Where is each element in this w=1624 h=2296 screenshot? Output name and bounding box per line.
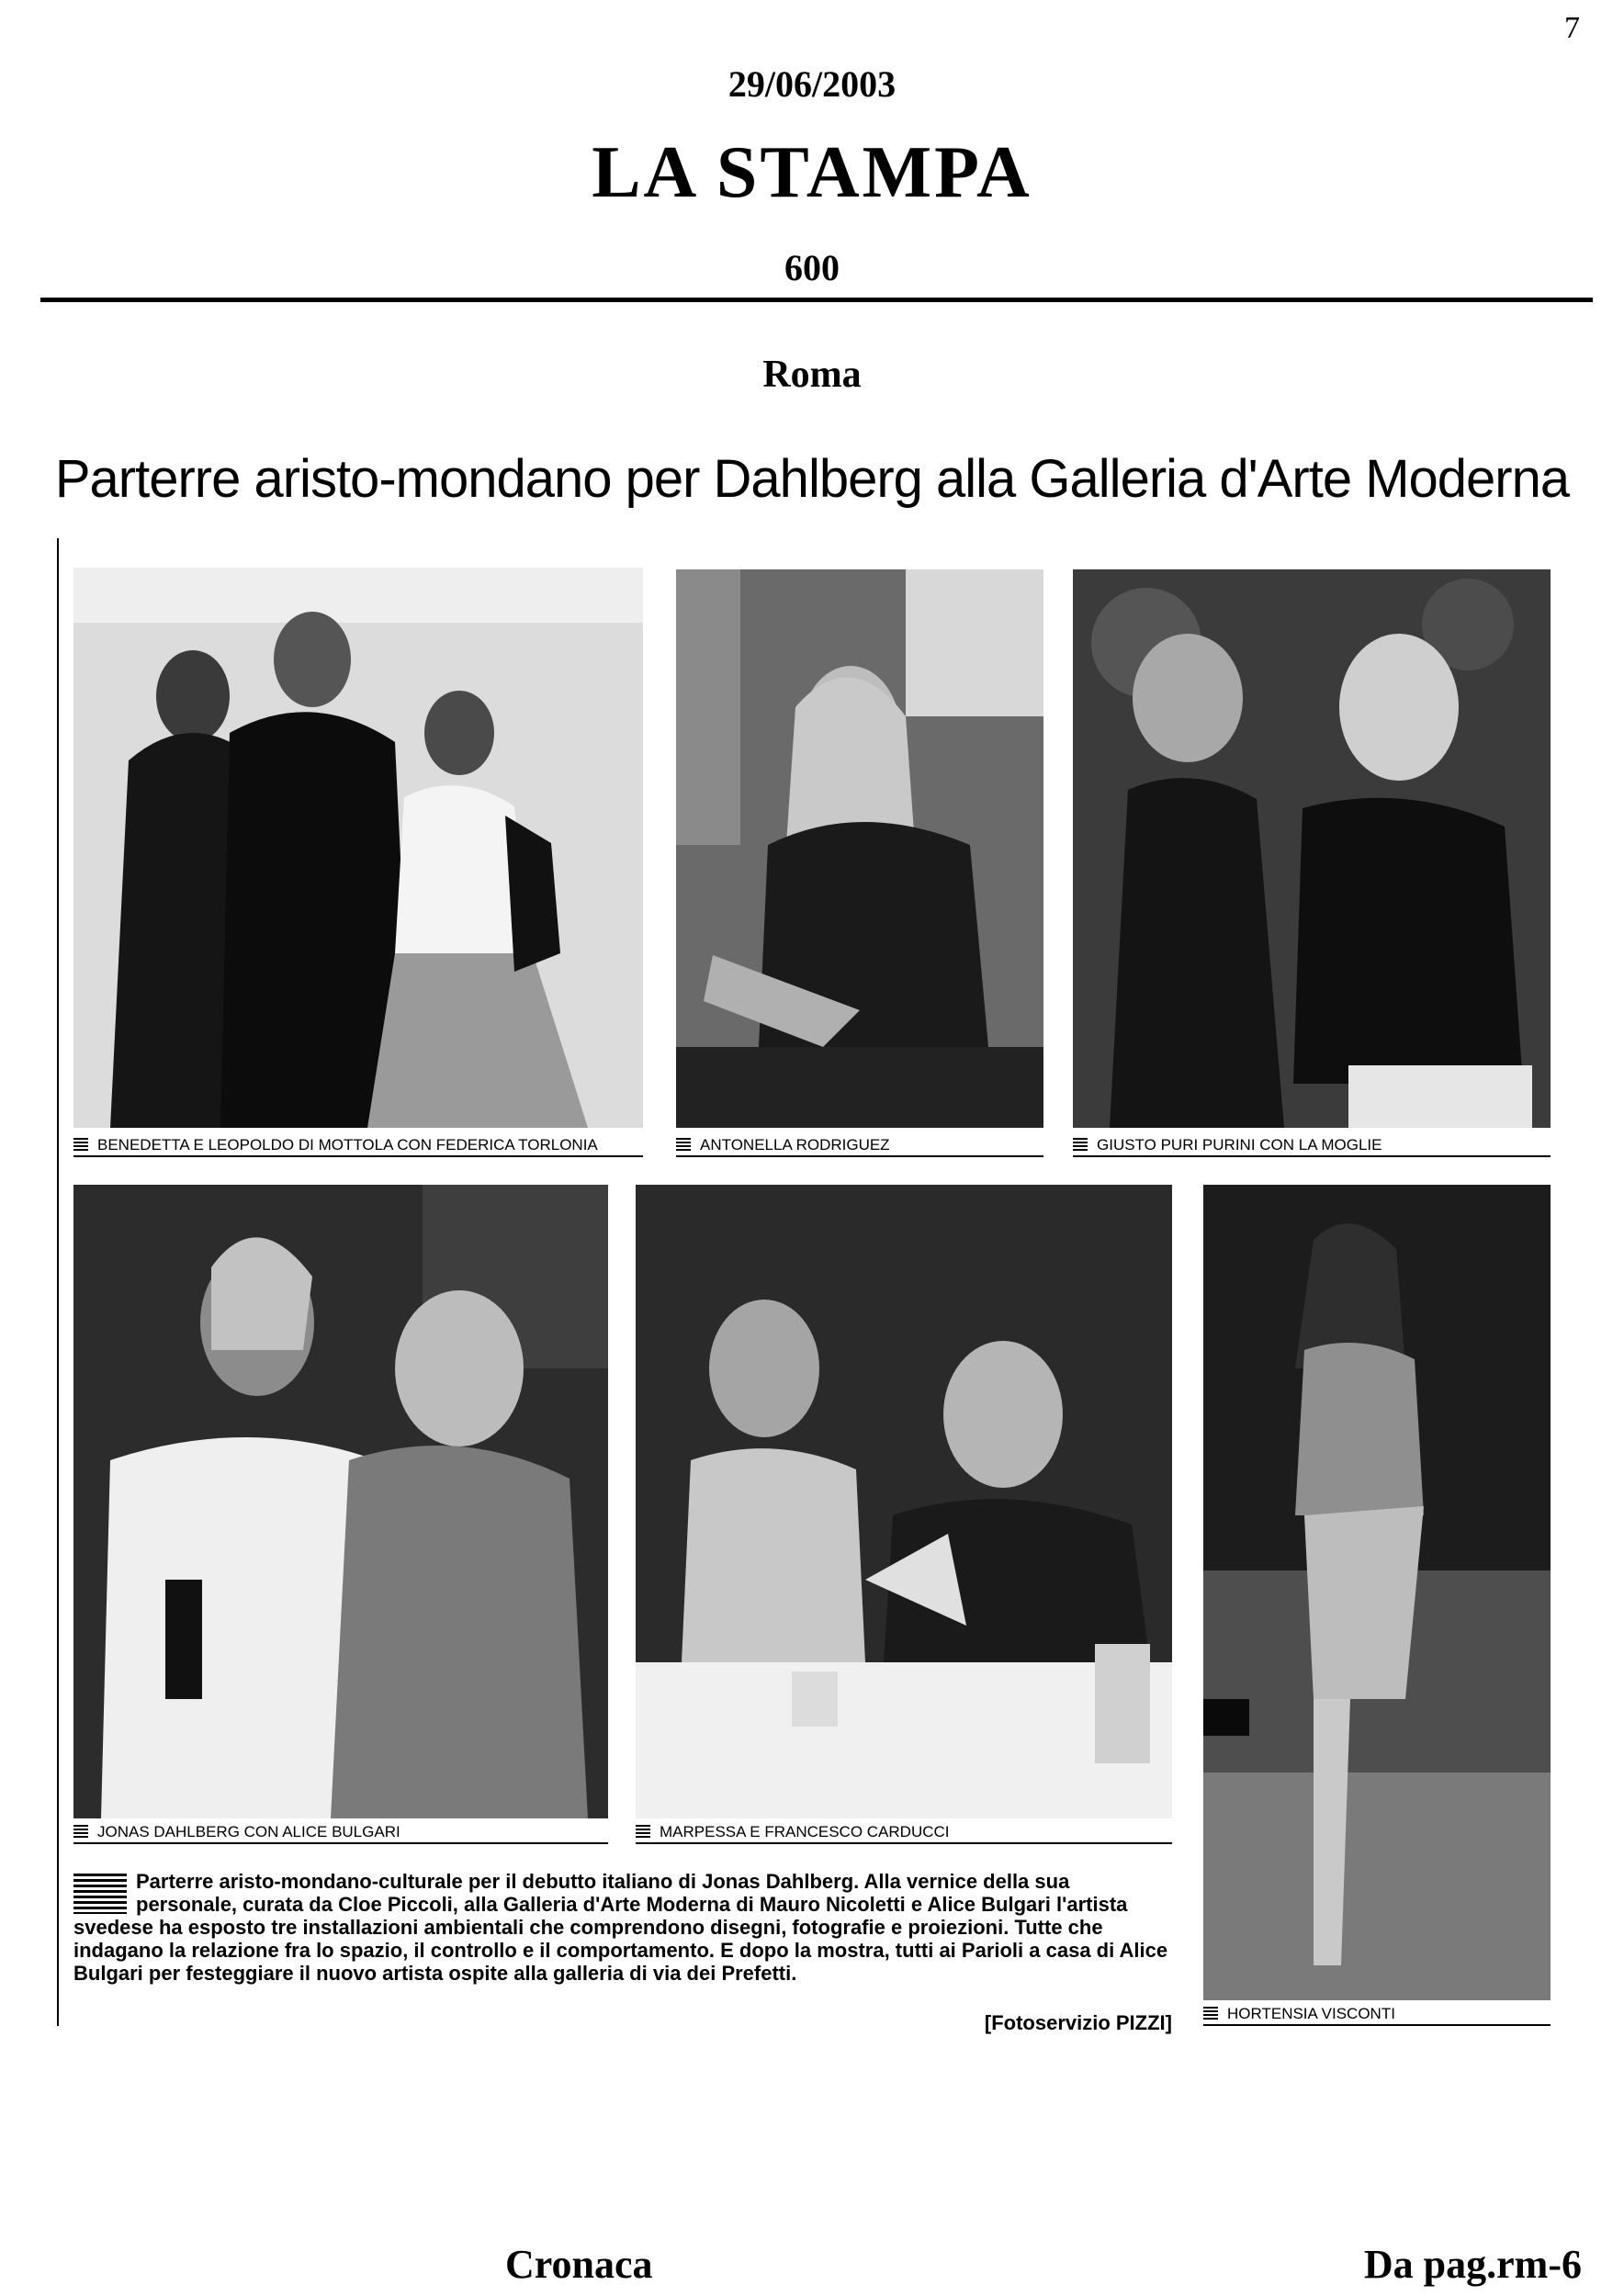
header-rule [40,298,1593,302]
photo-mottola-torlonia [73,568,643,1128]
caption-marker-icon [73,1138,88,1151]
article-headline: Parterre aristo-mondano per Dahlberg alla Galleria d'Arte Moderna [54,449,1570,509]
caption-text: BENEDETTA E LEOPOLDO DI MOTTOLA CON FEDERICA TORLONIA [97,1136,598,1154]
caption-text: JONAS DAHLBERG CON ALICE BULGARI [97,1823,400,1840]
footer-section: Cronaca [505,2242,653,2287]
caption-text: MARPESSA E FRANCESCO CARDUCCI [660,1823,950,1840]
masthead: LA STAMPA [592,132,1032,213]
caption-puri-purini [1073,1135,1551,1157]
caption-text: ANTONELLA RODRIGUEZ [700,1136,890,1154]
photo-puri-purini [1073,569,1551,1128]
caption-text: GIUSTO PURI PURINI CON LA MOGLIE [1097,1136,1382,1154]
article-body-text: Parterre aristo-mondano-culturale per il debutto italiano di Jonas Dahlberg. Alla vernice della sua personale, curata da Cloe Piccoli, alla Galleria d'Arte Moderna di Mauro Nicoletti e Alice Bulgari l'artista svedese ha esposto tre installazioni ambientali che comprendono disegni, fotografie e proiezioni. Tutte che indagano la relazione fra lo spazio, il controllo e il comportamento. E dopo la mostra, tutti ai Parioli a casa di Alice Bulgari per festeggiare il nuovo artista ospite alla galleria di via dei Prefetti. [73,1870,1168,1985]
article-body [73,1870,1172,1985]
photo-hortensia-visconti [1203,1185,1551,2000]
photo-credit: [Fotoservizio PIZZI] [984,2011,1172,2034]
issue-code: 600 [784,247,840,288]
caption-mottola-torlonia [73,1135,643,1157]
photo-marpessa-carducci [636,1185,1172,1818]
caption-marker-icon [636,1825,650,1838]
page-number: 7 [1564,11,1580,45]
caption-text: HORTENSIA VISCONTI [1227,2005,1395,2022]
footer-page-ref: Da pag.rm-6 [1363,2242,1582,2287]
paragraph-marker-icon [73,1874,127,1914]
caption-marker-icon [73,1825,88,1838]
section-title: Roma [762,354,862,396]
publication-date: 29/06/2003 [727,63,897,105]
photo-dahlberg-bulgari [73,1185,608,1818]
caption-marker-icon [1203,2007,1218,2020]
caption-hortensia-visconti [1203,2004,1551,2026]
photo-antonella-rodriguez [676,569,1043,1128]
caption-antonella-rodriguez [676,1135,1043,1157]
column-rule [57,538,59,2026]
caption-dahlberg-bulgari [73,1822,608,1844]
caption-marpessa-carducci [636,1822,1172,1844]
caption-marker-icon [676,1138,691,1151]
caption-marker-icon [1073,1138,1088,1151]
